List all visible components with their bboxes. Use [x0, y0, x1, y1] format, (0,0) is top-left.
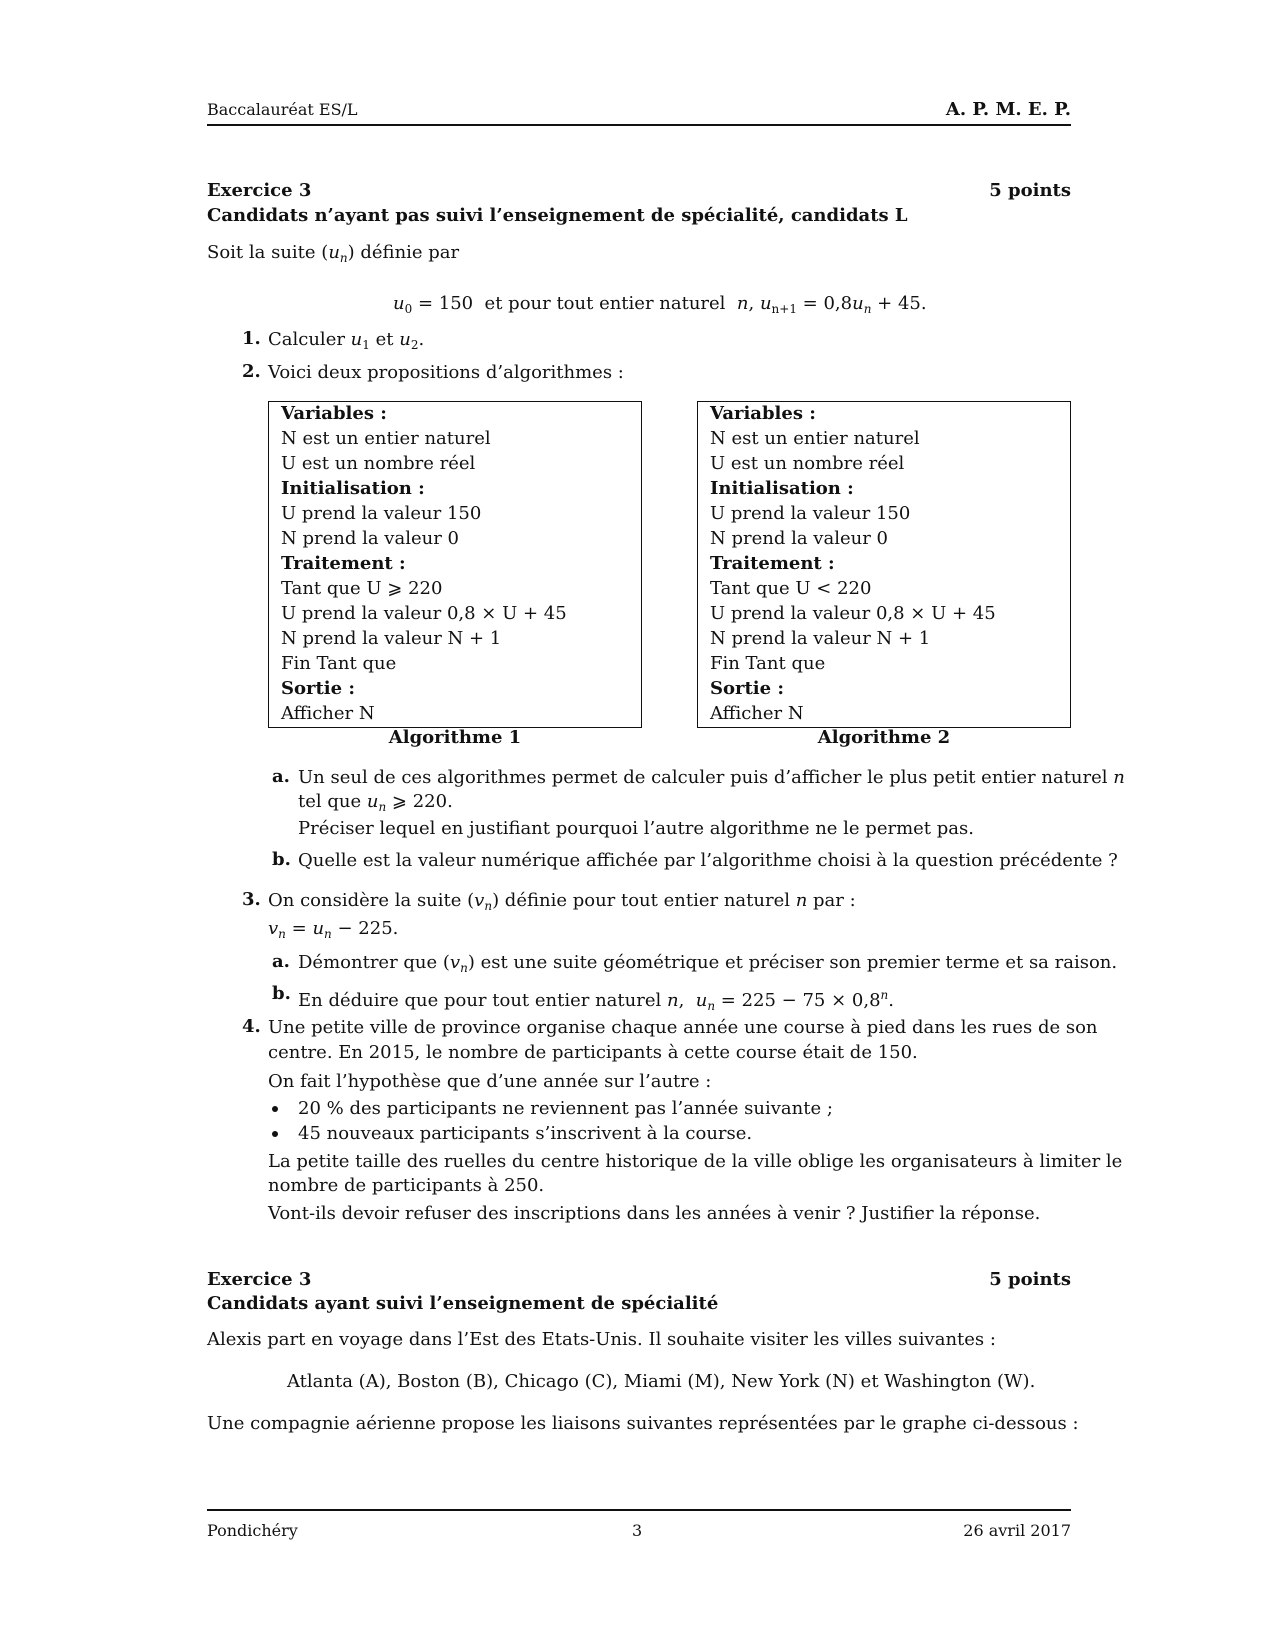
ex1-intro: Soit la suite $(u_n)$ définie par	[207, 242, 460, 265]
bullet-icon	[272, 1131, 278, 1137]
q4-line1: Une petite ville de province organise chaque année une course à pied dans les rues de son	[268, 1017, 1098, 1038]
algo1-line: Sortie :	[281, 678, 356, 699]
algo2-line: U prend la valeur 0,8 × U + 45	[710, 603, 996, 624]
ex2-title: Exercice 3	[207, 1269, 312, 1290]
q3b-text: En déduire que pour tout entier naturel n, $u_n = 225 - 75 \times 0,8^n$.	[298, 988, 894, 1013]
algo2-line: N prend la valeur N + 1	[710, 628, 931, 649]
algo1-line: Traitement :	[281, 553, 406, 574]
algo2-line: Tant que U < 220	[710, 578, 872, 599]
q3-formula: $v_n = u_n - 225$.	[268, 918, 399, 941]
algo1-line: Fin Tant que	[281, 653, 397, 674]
ex2-intro: Alexis part en voyage dans l’Est des Etats-Unis. Il souhaite visiter les villes suivantes :	[207, 1329, 996, 1350]
q2b-label: b.	[272, 849, 291, 870]
sequence-definition: $u_0 = 150$ et pour tout entier naturel n, $u_{n+1} = 0,8u_n + 45$.	[393, 293, 927, 316]
q3-number: 3.	[242, 889, 261, 910]
q3b-label: b.	[272, 983, 291, 1004]
ex2-subtitle: Candidats ayant suivi l’enseignement de spécialité	[207, 1293, 719, 1314]
ex1-subtitle: Candidats n’ayant pas suivi l’enseignement de spécialité, candidats L	[207, 205, 908, 226]
q2-number: 2.	[242, 361, 261, 382]
algo2-line: Traitement :	[710, 553, 835, 574]
q1-number: 1.	[242, 328, 261, 349]
q3a-text: Démontrer que $(v_n)$ est une suite géométrique et préciser son premier terme et sa raison.	[298, 952, 1118, 975]
algo1-line: U prend la valeur 150	[281, 503, 482, 524]
algorithm-2-box	[697, 401, 1071, 728]
bullet-icon	[272, 1106, 278, 1112]
ex2-points: 5 points	[989, 1269, 1071, 1290]
algo1-line: Tant que U ⩾ 220	[281, 578, 443, 599]
q2-text: Voici deux propositions d’algorithmes :	[268, 362, 624, 383]
q2b-text: Quelle est la valeur numérique affichée par l’algorithme choisi à la question précédente ?	[298, 850, 1118, 871]
algo2-line: Sortie :	[710, 678, 785, 699]
algo1-line: N prend la valeur N + 1	[281, 628, 502, 649]
q2a-line3: Préciser lequel en justifiant pourquoi l’autre algorithme ne le permet pas.	[298, 818, 974, 839]
q3-text: On considère la suite $(v_n)$ définie pour tout entier naturel n par :	[268, 890, 856, 913]
q4-line4: La petite taille des ruelles du centre historique de la ville oblige les organisateurs à limiter le	[268, 1151, 1123, 1172]
q4-number: 4.	[242, 1016, 261, 1037]
algo1-line: N est un entier naturel	[281, 428, 491, 449]
q2a-label: a.	[272, 766, 290, 787]
algorithm-1-box	[268, 401, 642, 728]
algo1-line: U prend la valeur 0,8 × U + 45	[281, 603, 567, 624]
algo2-line: U prend la valeur 150	[710, 503, 911, 524]
header-left: Baccalauréat ES/L	[207, 100, 358, 119]
algo2-line: Fin Tant que	[710, 653, 826, 674]
q2a-line1: Un seul de ces algorithmes permet de calculer puis d’afficher le plus petit entier naturel n	[298, 767, 1125, 788]
algo2-line: N est un entier naturel	[710, 428, 920, 449]
algo2-line: Variables :	[710, 403, 816, 424]
q4-bullet1: 20 % des participants ne reviennent pas l’année suivante ;	[298, 1098, 833, 1119]
ex1-points: 5 points	[989, 180, 1071, 201]
q2a-line2: tel que $u_n$ ⩾ 220.	[298, 791, 453, 814]
q4-bullet2: 45 nouveaux participants s’inscrivent à la course.	[298, 1123, 753, 1144]
algo2-line: Initialisation :	[710, 478, 854, 499]
footer-left: Pondichéry	[207, 1521, 298, 1540]
algo1-line: Initialisation :	[281, 478, 425, 499]
q3a-label: a.	[272, 951, 290, 972]
footer-right: 26 avril 2017	[963, 1521, 1071, 1540]
algo1-line: U est un nombre réel	[281, 453, 476, 474]
q4-line6: Vont-ils devoir refuser des inscriptions dans les années à venir ? Justifier la réponse.	[268, 1203, 1041, 1224]
q1-text: Calculer $u_1$ et $u_2$.	[268, 329, 425, 352]
algo1-line: Afficher N	[281, 703, 375, 724]
ex2-cities: Atlanta (A), Boston (B), Chicago (C), Miami (M), New York (N) et Washington (W).	[287, 1371, 1036, 1392]
page-number: 3	[632, 1521, 643, 1540]
q4-line3: On fait l’hypothèse que d’une année sur l’autre :	[268, 1071, 712, 1092]
algo1-line: N prend la valeur 0	[281, 528, 459, 549]
footer-rule	[207, 1509, 1071, 1511]
algo2-line: Afficher N	[710, 703, 804, 724]
algorithm-2-caption: Algorithme 2	[817, 727, 951, 748]
header-rule	[207, 124, 1071, 126]
algo2-line: U est un nombre réel	[710, 453, 905, 474]
algo1-line: Variables :	[281, 403, 387, 424]
header-right: A. P. M. E. P.	[945, 99, 1071, 120]
ex2-outro: Une compagnie aérienne propose les liaisons suivantes représentées par le graphe ci-dessous :	[207, 1413, 1079, 1434]
algo2-line: N prend la valeur 0	[710, 528, 888, 549]
algorithm-1-caption: Algorithme 1	[388, 727, 522, 748]
ex1-title: Exercice 3	[207, 180, 312, 201]
q4-line2: centre. En 2015, le nombre de participants à cette course était de 150.	[268, 1042, 918, 1063]
q4-line5: nombre de participants à 250.	[268, 1175, 545, 1196]
